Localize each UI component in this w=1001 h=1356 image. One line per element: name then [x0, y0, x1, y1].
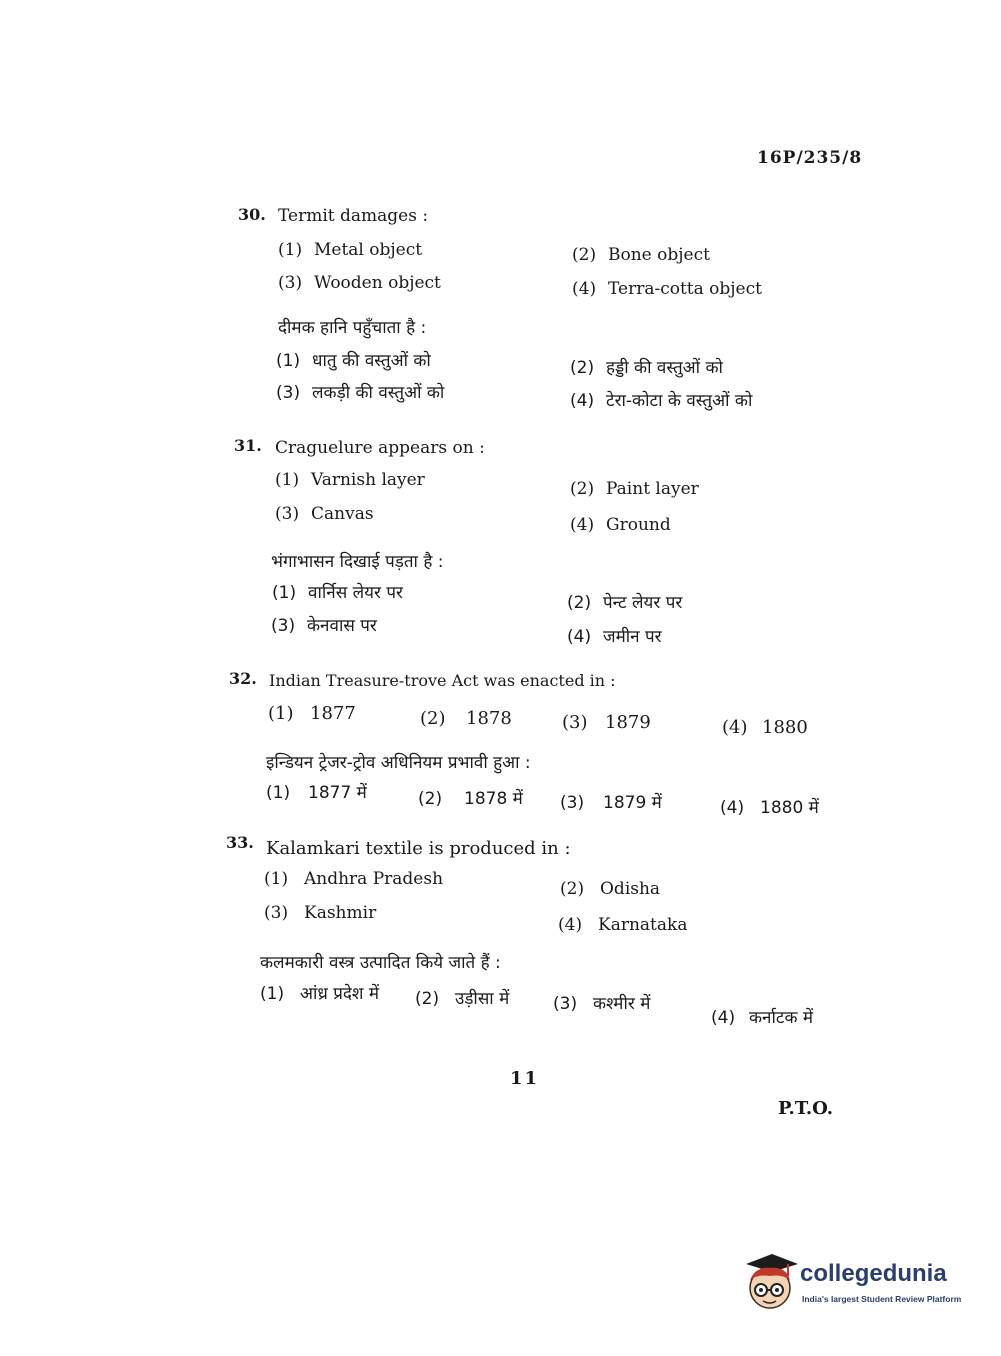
option-3: (3) Wooden object — [278, 273, 441, 293]
option-1: (1) 1877 — [268, 703, 356, 724]
option-3-hindi: (3) 1879 में — [560, 793, 662, 813]
option-3-hindi: (3) कश्मीर में — [553, 994, 651, 1014]
collegedunia-watermark — [742, 1250, 972, 1320]
option-1-hindi: (1) धातु की वस्तुओं को — [276, 351, 431, 371]
brand-name: collegedunia — [800, 1260, 947, 1287]
option-1: (1) Varnish layer — [275, 470, 425, 490]
option-1-hindi: (1) वार्निस लेयर पर — [272, 583, 403, 603]
option-1: (1) Metal object — [278, 240, 423, 260]
option-2-hindi: (2) 1878 में — [418, 789, 523, 809]
pto-label: P.T.O. — [778, 1098, 834, 1119]
question-text: Craguelure appears on : — [275, 438, 485, 458]
question-number: 33. — [226, 833, 254, 852]
option-4-hindi: (4) टेरा-कोटा के वस्तुओं को — [570, 391, 753, 411]
question-text-hindi: कलमकारी वस्त्र उत्पादित किये जाते हैं : — [260, 953, 501, 973]
option-4: (4) Ground — [570, 515, 671, 535]
option-3-hindi: (3) केनवास पर — [271, 616, 377, 636]
question-text: Indian Treasure-trove Act was enacted in : — [269, 671, 616, 690]
brand-tagline: India's largest Student Review Platform — [802, 1294, 962, 1304]
page-number: 11 — [510, 1068, 540, 1089]
question-text-hindi: इन्डियन ट्रेजर-ट्रोव अधिनियम प्रभावी हुआ : — [266, 753, 531, 773]
question-number: 30. — [238, 205, 266, 224]
question-text: Termit damages : — [278, 206, 429, 226]
option-4: (4) 1880 — [722, 717, 808, 738]
option-4: (4) Karnataka — [558, 915, 688, 935]
option-1-hindi: (1) 1877 में — [266, 783, 367, 803]
option-2-hindi: (2) उड़ीसा में — [415, 989, 510, 1009]
paper-code: 16P/235/8 — [757, 148, 863, 168]
option-2: (2) Bone object — [572, 245, 710, 265]
option-3: (3) Kashmir — [264, 903, 377, 923]
option-1: (1) Andhra Pradesh — [264, 869, 444, 889]
option-2: (2) Paint layer — [570, 479, 699, 499]
question-text-hindi: भंगाभासन दिखाई पड़ता है : — [271, 552, 444, 572]
option-2-hindi: (2) हड्डी की वस्तुओं को — [570, 358, 723, 378]
option-4-hindi: (4) कर्नाटक में — [711, 1008, 814, 1028]
option-2-hindi: (2) पेन्ट लेयर पर — [567, 593, 683, 613]
option-4-hindi: (4) 1880 में — [720, 798, 819, 818]
option-4: (4) Terra-cotta object — [572, 279, 762, 299]
option-4-hindi: (4) जमीन पर — [567, 627, 662, 647]
question-number: 32. — [229, 669, 257, 688]
question-text: Kalamkari textile is produced in : — [266, 838, 571, 859]
option-2: (2) Odisha — [560, 879, 661, 899]
option-1-hindi: (1) आंध्र प्रदेश में — [260, 984, 380, 1004]
question-number: 31. — [234, 436, 262, 455]
option-3: (3) 1879 — [562, 712, 651, 733]
question-text-hindi: दीमक हानि पहुँचाता है : — [278, 318, 427, 338]
option-2: (2) 1878 — [420, 708, 512, 729]
option-3: (3) Canvas — [275, 504, 374, 524]
student-mascot-icon — [742, 1250, 800, 1314]
option-3-hindi: (3) लकड़ी की वस्तुओं को — [276, 383, 445, 403]
